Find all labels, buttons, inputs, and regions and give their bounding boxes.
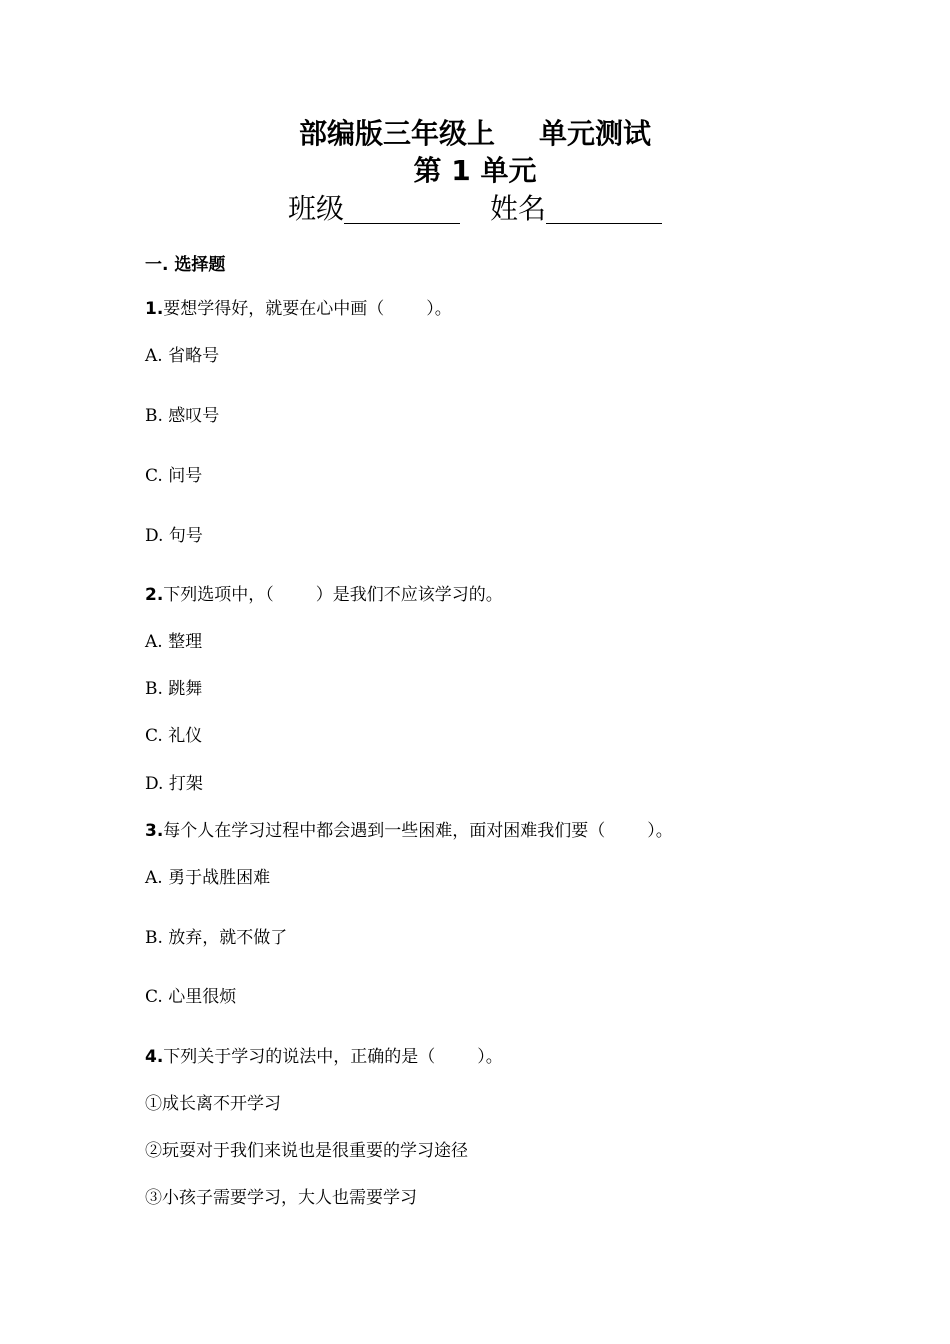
unit-subtitle: 第 1 单元 <box>413 154 537 187</box>
statement-item: ③小孩子需要学习，大人也需要学习 <box>145 1188 417 1208</box>
question-3 <box>145 819 673 843</box>
option-item[interactable]: D. 打架 <box>145 774 203 794</box>
option-item[interactable]: A. 勇于战胜困难 <box>145 868 271 888</box>
section-title: 一. 选择题 <box>145 255 226 275</box>
option-item[interactable]: B. 感叹号 <box>145 406 220 426</box>
question-text-end: ）。 <box>477 1047 503 1067</box>
option-item[interactable]: A. 整理 <box>145 632 203 652</box>
question-number: 1. <box>145 299 164 319</box>
option-item[interactable]: B. 跳舞 <box>145 679 203 699</box>
class-label: 班级 <box>287 192 344 225</box>
question-number: 4. <box>145 1047 164 1067</box>
option-item[interactable]: B. 放弃，就不做了 <box>145 928 288 948</box>
name-label: 姓名 <box>490 192 547 225</box>
name-blank[interactable] <box>546 193 662 224</box>
question-text: 每个人在学习过程中都会遇到一些困难，面对困难我们要（ <box>163 821 606 841</box>
statement-item: ①成长离不开学习 <box>145 1094 281 1114</box>
question-1 <box>145 297 452 321</box>
question-text-end: ）。 <box>647 821 673 841</box>
page-title <box>0 116 950 152</box>
student-info <box>0 190 950 228</box>
option-item[interactable]: C. 问号 <box>145 466 203 486</box>
option-item[interactable]: C. 礼仪 <box>145 726 203 746</box>
question-number: 3. <box>145 821 164 841</box>
option-item[interactable]: A. 省略号 <box>145 346 220 366</box>
title-right: 单元测试 <box>539 117 652 150</box>
option-item[interactable]: D. 句号 <box>145 526 203 546</box>
question-number: 2. <box>145 585 164 605</box>
question-4 <box>145 1045 503 1069</box>
question-text: 下列选项中，（ <box>163 585 274 605</box>
question-text-end: ）是我们不应该学习的。 <box>315 585 503 605</box>
title-left: 部编版三年级上 <box>298 117 495 150</box>
question-text: 要想学得好，就要在心中画（ <box>163 299 385 319</box>
question-text-end: ）。 <box>426 299 452 319</box>
question-text: 下列关于学习的说法中，正确的是（ <box>163 1047 436 1067</box>
class-blank[interactable] <box>344 193 460 224</box>
statement-item: ②玩耍对于我们来说也是很重要的学习途径 <box>145 1141 468 1161</box>
option-item[interactable]: C. 心里很烦 <box>145 987 237 1007</box>
question-2 <box>145 583 503 607</box>
